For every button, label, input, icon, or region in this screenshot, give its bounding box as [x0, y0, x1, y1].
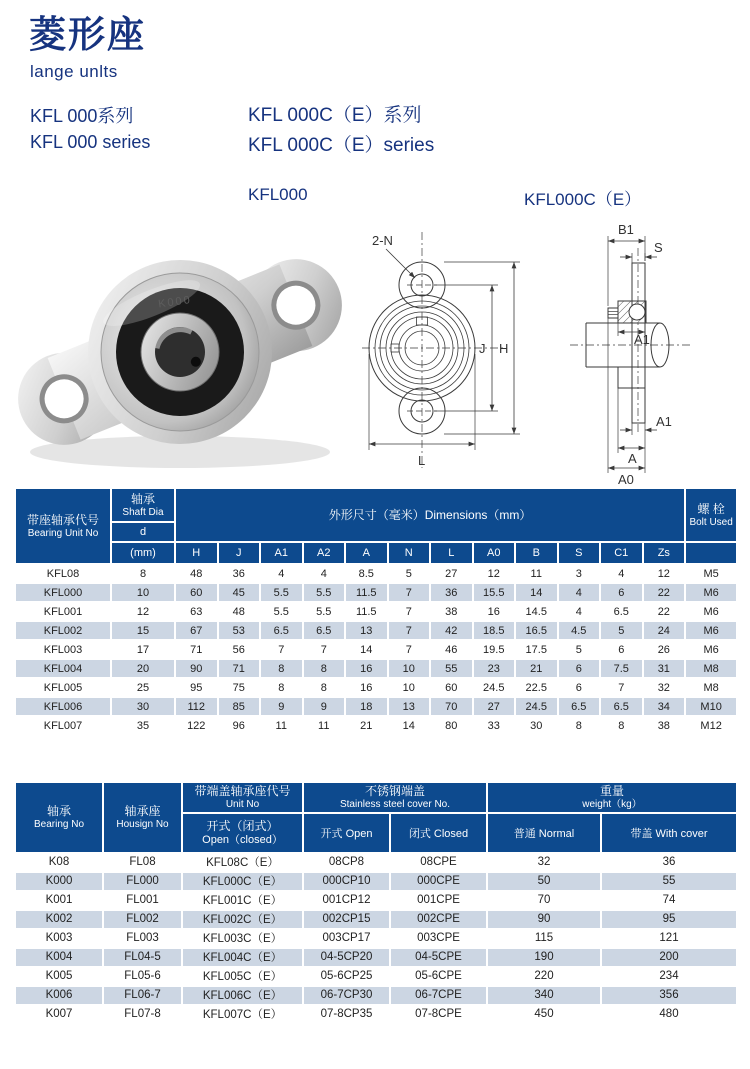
cell-j: 56 — [218, 640, 261, 659]
cell-unit-no: KFL007 — [15, 716, 111, 735]
cell-zs: 12 — [643, 564, 686, 583]
cell-weight-normal: 32 — [487, 853, 601, 872]
th-weight-with-cover: 带盖 With cover — [601, 813, 737, 853]
cell-l: 36 — [430, 583, 473, 602]
cell-a1: 8 — [260, 678, 303, 697]
cell-weight-normal: 115 — [487, 929, 601, 948]
cell-bolt: M5 — [685, 564, 737, 583]
drawing-front-view — [362, 228, 558, 484]
cell-n: 14 — [388, 716, 431, 735]
cell-a: 16 — [345, 659, 388, 678]
cell-a1: 6.5 — [260, 621, 303, 640]
cell-a2: 4 — [303, 564, 346, 583]
cell-unit-no: KFL001 — [15, 602, 111, 621]
cell-s: 8 — [558, 716, 601, 735]
cell-zs: 38 — [643, 716, 686, 735]
product-photo — [8, 230, 356, 485]
cell-cover-open: 001CP12 — [303, 891, 390, 910]
cell-bearing-no: K002 — [15, 910, 103, 929]
dimensions-table — [14, 487, 738, 736]
cell-s: 4 — [558, 602, 601, 621]
cell-c1: 6.5 — [600, 697, 643, 716]
th-dim-n: N — [388, 542, 431, 564]
cell-unit-no: KFL005C（E） — [182, 967, 303, 986]
th-bearing-no: 轴承 Bearing No — [15, 782, 103, 853]
cell-unit-no: KFL004C（E） — [182, 948, 303, 967]
cell-housing-no: FL003 — [103, 929, 182, 948]
cell-bearing-no: K08 — [15, 853, 103, 872]
cell-a0: 18.5 — [473, 621, 516, 640]
label-a0: A0 — [618, 472, 634, 487]
cell-a: 18 — [345, 697, 388, 716]
cell-weight-with-cover: 95 — [601, 910, 737, 929]
cell-unit-no: KFL007C（E） — [182, 1005, 303, 1024]
cell-n: 7 — [388, 602, 431, 621]
dimensions-table-row — [15, 602, 737, 621]
cell-zs: 32 — [643, 678, 686, 697]
cell-a0: 27 — [473, 697, 516, 716]
cell-cover-open: 05-6CP25 — [303, 967, 390, 986]
ball-section — [629, 304, 645, 320]
cell-cover-closed: 08CPE — [390, 853, 487, 872]
cell-housing-no: FL06-7 — [103, 986, 182, 1005]
cell-a0: 15.5 — [473, 583, 516, 602]
unit-weight-table-row — [15, 967, 737, 986]
cell-cover-closed: 07-8CPE — [390, 1005, 487, 1024]
cell-weight-with-cover: 480 — [601, 1005, 737, 1024]
cell-l: 42 — [430, 621, 473, 640]
cell-n: 10 — [388, 678, 431, 697]
cell-zs: 24 — [643, 621, 686, 640]
label-b1: B1 — [618, 222, 634, 237]
th-shaft-dia: 轴承 Shaft Dia — [111, 488, 175, 522]
dimensions-table-row — [15, 583, 737, 602]
unit-weight-table-row — [15, 872, 737, 891]
series-left-cn: KFL 000系列 — [30, 106, 134, 126]
cell-n: 5 — [388, 564, 431, 583]
cell-weight-with-cover: 200 — [601, 948, 737, 967]
th-dim-s: S — [558, 542, 601, 564]
cell-n: 7 — [388, 640, 431, 659]
cell-c1: 8 — [600, 716, 643, 735]
label-s: S — [654, 240, 663, 255]
cell-a0: 19.5 — [473, 640, 516, 659]
cell-cover-closed: 05-6CPE — [390, 967, 487, 986]
th-dimensions-group: 外形尺寸（毫米）Dimensions（mm） — [175, 488, 685, 542]
th-closed: 闭式 Closed — [390, 813, 487, 853]
cell-d: 15 — [111, 621, 175, 640]
cell-h: 71 — [175, 640, 218, 659]
cell-j: 71 — [218, 659, 261, 678]
cell-a: 21 — [345, 716, 388, 735]
cell-a1: 8 — [260, 659, 303, 678]
cell-a: 14 — [345, 640, 388, 659]
cell-zs: 34 — [643, 697, 686, 716]
cell-h: 95 — [175, 678, 218, 697]
cell-d: 30 — [111, 697, 175, 716]
cell-l: 27 — [430, 564, 473, 583]
cell-h: 90 — [175, 659, 218, 678]
th-dim-a2: A2 — [303, 542, 346, 564]
cell-a2: 8 — [303, 659, 346, 678]
unit-weight-table-row — [15, 948, 737, 967]
cell-housing-no: FL07-8 — [103, 1005, 182, 1024]
cell-cover-open: 000CP10 — [303, 872, 390, 891]
cell-j: 85 — [218, 697, 261, 716]
cell-weight-normal: 70 — [487, 891, 601, 910]
page-subtitle: lange unlts — [30, 62, 118, 81]
cell-c1: 7.5 — [600, 659, 643, 678]
cell-b: 11 — [515, 564, 558, 583]
unit-weight-table-row — [15, 929, 737, 948]
cell-weight-with-cover: 356 — [601, 986, 737, 1005]
th-dim-j: J — [218, 542, 261, 564]
series-right-cn: KFL 000C（E）系列 — [248, 105, 422, 126]
dimensions-table-row — [15, 697, 737, 716]
cell-j: 45 — [218, 583, 261, 602]
cell-s: 4.5 — [558, 621, 601, 640]
cell-bearing-no: K000 — [15, 872, 103, 891]
cell-unit-no: KFL000 — [15, 583, 111, 602]
cell-l: 80 — [430, 716, 473, 735]
cell-a2: 8 — [303, 678, 346, 697]
th-dim-l: L — [430, 542, 473, 564]
cell-weight-normal: 340 — [487, 986, 601, 1005]
cell-cover-closed: 06-7CPE — [390, 986, 487, 1005]
cell-d: 12 — [111, 602, 175, 621]
cell-housing-no: FL04-5 — [103, 948, 182, 967]
cell-j: 36 — [218, 564, 261, 583]
cell-housing-no: FL05-6 — [103, 967, 182, 986]
cell-h: 60 — [175, 583, 218, 602]
cell-h: 122 — [175, 716, 218, 735]
series-left-en: KFL 000 series — [30, 132, 151, 152]
label-a1-bottom: A1 — [656, 414, 672, 429]
cell-bolt: M8 — [685, 659, 737, 678]
cell-unit-no: KFL003C（E） — [182, 929, 303, 948]
unit-weight-table-row — [15, 1005, 737, 1024]
cell-a1: 7 — [260, 640, 303, 659]
cell-h: 48 — [175, 564, 218, 583]
view-label-front: KFL000 — [248, 185, 308, 204]
cell-cover-closed: 000CPE — [390, 872, 487, 891]
cell-h: 63 — [175, 602, 218, 621]
page-title: 菱形座 — [29, 14, 146, 55]
cell-weight-with-cover: 55 — [601, 872, 737, 891]
label-l: L — [418, 453, 426, 468]
cell-bolt: M6 — [685, 621, 737, 640]
cell-a1: 4 — [260, 564, 303, 583]
cell-cover-open: 08CP8 — [303, 853, 390, 872]
cell-weight-normal: 220 — [487, 967, 601, 986]
cell-housing-no: FL001 — [103, 891, 182, 910]
cell-c1: 6 — [600, 583, 643, 602]
cell-weight-with-cover: 36 — [601, 853, 737, 872]
cell-a0: 33 — [473, 716, 516, 735]
unit-weight-table-row — [15, 891, 737, 910]
cell-bolt: M8 — [685, 678, 737, 697]
th-dim-a1: A1 — [260, 542, 303, 564]
cell-zs: 31 — [643, 659, 686, 678]
th-dim-c1: C1 — [600, 542, 643, 564]
th-dim-a: A — [345, 542, 388, 564]
cell-unit-no: KFL000C（E） — [182, 872, 303, 891]
cell-b: 21 — [515, 659, 558, 678]
dimensions-table-row — [15, 659, 737, 678]
series-right-en: KFL 000C（E）series — [248, 135, 435, 156]
cell-a2: 5.5 — [303, 583, 346, 602]
cell-housing-no: FL08 — [103, 853, 182, 872]
label-a1-top: A1 — [634, 332, 650, 347]
cell-b: 14.5 — [515, 602, 558, 621]
cell-cover-closed: 04-5CPE — [390, 948, 487, 967]
cell-weight-normal: 90 — [487, 910, 601, 929]
cell-j: 75 — [218, 678, 261, 697]
cell-j: 53 — [218, 621, 261, 640]
cell-a0: 16 — [473, 602, 516, 621]
cell-a: 16 — [345, 678, 388, 697]
cell-cover-open: 04-5CP20 — [303, 948, 390, 967]
cell-a0: 12 — [473, 564, 516, 583]
cell-unit-no: KFL003 — [15, 640, 111, 659]
label-a: A — [628, 451, 637, 466]
cell-bolt: M10 — [685, 697, 737, 716]
cell-n: 7 — [388, 621, 431, 640]
cell-d: 10 — [111, 583, 175, 602]
cell-b: 24.5 — [515, 697, 558, 716]
cell-s: 6 — [558, 659, 601, 678]
cell-a2: 7 — [303, 640, 346, 659]
cell-bolt: M6 — [685, 602, 737, 621]
cell-n: 10 — [388, 659, 431, 678]
unit-weight-table — [14, 781, 738, 1025]
cell-zs: 22 — [643, 602, 686, 621]
cell-h: 67 — [175, 621, 218, 640]
cell-a1: 11 — [260, 716, 303, 735]
cell-n: 7 — [388, 583, 431, 602]
unit-weight-table-row — [15, 853, 737, 872]
cell-s: 5 — [558, 640, 601, 659]
th-shaft-d: d — [111, 522, 175, 542]
cell-l: 38 — [430, 602, 473, 621]
th-dim-zs: Zs — [643, 542, 686, 564]
cell-weight-with-cover: 234 — [601, 967, 737, 986]
label-j: J — [479, 341, 486, 356]
cell-a: 8.5 — [345, 564, 388, 583]
th-open: 开式 Open — [303, 813, 390, 853]
th-cover-group: 不锈钢端盖 Stainless steel cover No. — [303, 782, 487, 813]
cell-l: 60 — [430, 678, 473, 697]
cell-j: 96 — [218, 716, 261, 735]
cell-unit-no: KFL004 — [15, 659, 111, 678]
th-unit-no-group: 带端盖轴承座代号 Unit No — [182, 782, 303, 813]
cell-bearing-no: K003 — [15, 929, 103, 948]
cell-a0: 23 — [473, 659, 516, 678]
cell-a: 11.5 — [345, 583, 388, 602]
cell-n: 13 — [388, 697, 431, 716]
cell-l: 70 — [430, 697, 473, 716]
dimensions-table-row — [15, 640, 737, 659]
cell-c1: 6 — [600, 640, 643, 659]
cell-bolt: M12 — [685, 716, 737, 735]
cell-c1: 4 — [600, 564, 643, 583]
cell-s: 6 — [558, 678, 601, 697]
cell-a: 11.5 — [345, 602, 388, 621]
th-bolt-used: 螺 栓 Bolt Used — [685, 488, 737, 542]
cell-a: 13 — [345, 621, 388, 640]
cell-bearing-no: K004 — [15, 948, 103, 967]
label-h: H — [499, 341, 509, 356]
cell-d: 17 — [111, 640, 175, 659]
cell-b: 17.5 — [515, 640, 558, 659]
cell-unit-no: KFL005 — [15, 678, 111, 697]
cell-a1: 9 — [260, 697, 303, 716]
cell-b: 30 — [515, 716, 558, 735]
cell-a2: 9 — [303, 697, 346, 716]
dimensions-table-row — [15, 564, 737, 583]
cell-zs: 22 — [643, 583, 686, 602]
cell-cover-open: 003CP17 — [303, 929, 390, 948]
dimensions-table-row — [15, 716, 737, 735]
cell-weight-normal: 50 — [487, 872, 601, 891]
dimensions-table-row — [15, 678, 737, 697]
cell-weight-with-cover: 74 — [601, 891, 737, 910]
unit-weight-table-body — [15, 853, 737, 1024]
dimensions-table-row — [15, 621, 737, 640]
cell-s: 3 — [558, 564, 601, 583]
label-2n: 2-N — [372, 233, 393, 248]
cell-d: 25 — [111, 678, 175, 697]
cell-bearing-no: K006 — [15, 986, 103, 1005]
cell-a1: 5.5 — [260, 602, 303, 621]
cell-c1: 7 — [600, 678, 643, 697]
cell-b: 14 — [515, 583, 558, 602]
cell-s: 4 — [558, 583, 601, 602]
cell-unit-no: KFL08 — [15, 564, 111, 583]
th-weight-group: 重量 weight（kg） — [487, 782, 737, 813]
cell-unit-no: KFL001C（E） — [182, 891, 303, 910]
th-open-closed: 开式（闭式） Open（closed） — [182, 813, 303, 853]
cell-bearing-no: K001 — [15, 891, 103, 910]
cell-c1: 5 — [600, 621, 643, 640]
cell-l: 46 — [430, 640, 473, 659]
cell-unit-no: KFL006C（E） — [182, 986, 303, 1005]
cell-housing-no: FL002 — [103, 910, 182, 929]
cell-unit-no: KFL002C（E） — [182, 910, 303, 929]
cell-a2: 5.5 — [303, 602, 346, 621]
drawing-side-view — [556, 220, 748, 488]
cell-d: 20 — [111, 659, 175, 678]
cell-unit-no: KFL002 — [15, 621, 111, 640]
cell-l: 55 — [430, 659, 473, 678]
cell-h: 112 — [175, 697, 218, 716]
cell-bolt: M6 — [685, 583, 737, 602]
cell-a2: 6.5 — [303, 621, 346, 640]
cell-a1: 5.5 — [260, 583, 303, 602]
unit-weight-table-row — [15, 986, 737, 1005]
cell-bearing-no: K005 — [15, 967, 103, 986]
unit-weight-table-row — [15, 910, 737, 929]
cell-cover-closed: 003CPE — [390, 929, 487, 948]
cell-unit-no: KFL08C（E） — [182, 853, 303, 872]
th-shaft-unit: (mm) — [111, 542, 175, 564]
cell-cover-closed: 002CPE — [390, 910, 487, 929]
cell-b: 22.5 — [515, 678, 558, 697]
set-screw — [608, 308, 618, 318]
cell-d: 8 — [111, 564, 175, 583]
cell-zs: 26 — [643, 640, 686, 659]
cell-cover-open: 07-8CP35 — [303, 1005, 390, 1024]
cell-c1: 6.5 — [600, 602, 643, 621]
th-dim-b: B — [515, 542, 558, 564]
cell-a0: 24.5 — [473, 678, 516, 697]
view-label-side: KFL000C（E） — [524, 190, 642, 209]
th-weight-normal: 普通 Normal — [487, 813, 601, 853]
cell-housing-no: FL000 — [103, 872, 182, 891]
cell-bearing-no: K007 — [15, 1005, 103, 1024]
cell-cover-closed: 001CPE — [390, 891, 487, 910]
th-bearing-unit-no: 带座轴承代号 Bearing Unit No — [15, 488, 111, 564]
cell-weight-normal: 450 — [487, 1005, 601, 1024]
cell-weight-normal: 190 — [487, 948, 601, 967]
th-dim-a0: A0 — [473, 542, 516, 564]
cell-j: 48 — [218, 602, 261, 621]
cell-unit-no: KFL006 — [15, 697, 111, 716]
cell-cover-open: 06-7CP30 — [303, 986, 390, 1005]
cell-bolt: M6 — [685, 640, 737, 659]
cell-s: 6.5 — [558, 697, 601, 716]
cell-b: 16.5 — [515, 621, 558, 640]
cell-d: 35 — [111, 716, 175, 735]
photo-engraving: K000 — [157, 293, 193, 311]
th-dim-h: H — [175, 542, 218, 564]
th-bolt-spacer — [685, 542, 737, 564]
th-housing-no: 轴承座 Housign No — [103, 782, 182, 853]
cell-weight-with-cover: 121 — [601, 929, 737, 948]
cell-a2: 11 — [303, 716, 346, 735]
cell-cover-open: 002CP15 — [303, 910, 390, 929]
dimensions-table-body — [15, 564, 737, 735]
